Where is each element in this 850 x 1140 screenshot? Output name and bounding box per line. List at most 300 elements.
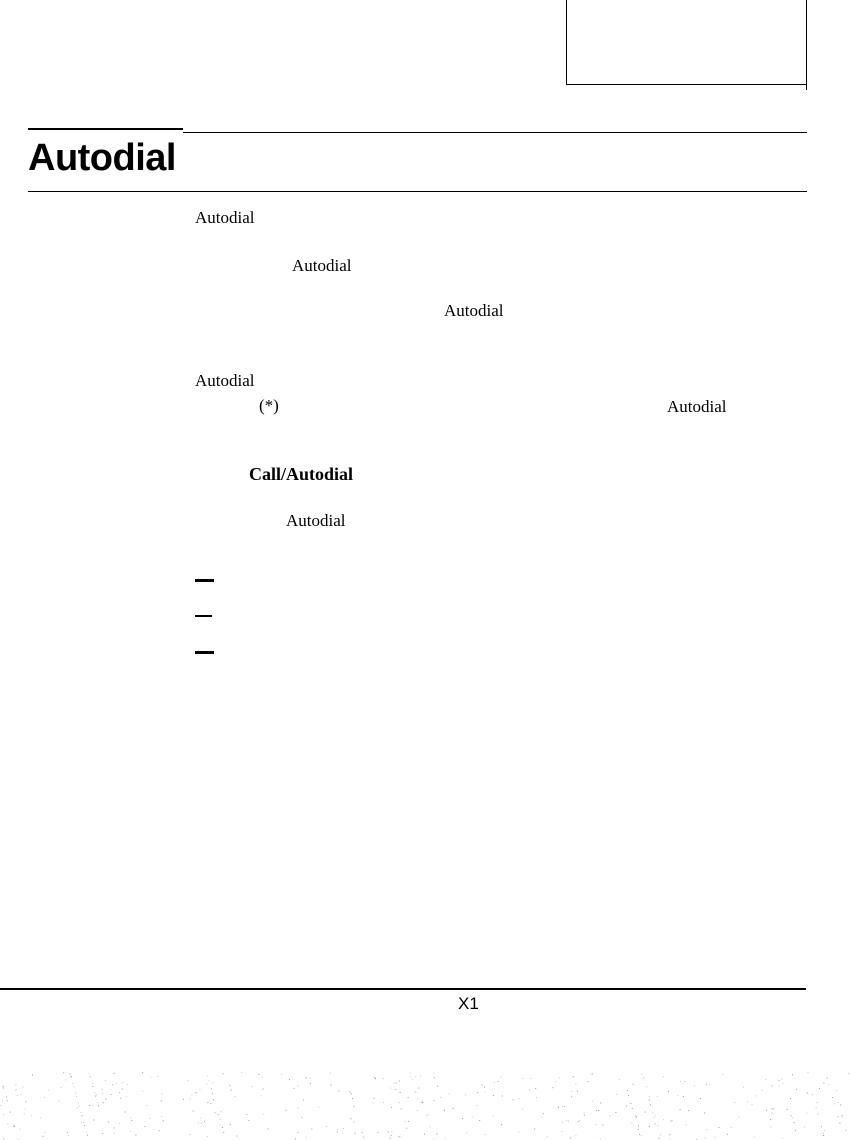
scan-speck bbox=[190, 1099, 191, 1100]
scan-speck bbox=[58, 1101, 59, 1102]
scan-speck bbox=[213, 1099, 214, 1100]
scan-speck bbox=[534, 1129, 535, 1130]
scan-speck bbox=[596, 1124, 597, 1125]
scan-speck bbox=[23, 1087, 24, 1088]
scan-speck bbox=[114, 1073, 115, 1074]
scan-speck bbox=[7, 1100, 8, 1101]
scan-speck bbox=[787, 1109, 788, 1110]
scan-speck bbox=[700, 1098, 701, 1099]
scan-speck bbox=[812, 1094, 813, 1095]
scan-speck bbox=[142, 1091, 143, 1092]
scan-speck bbox=[417, 1110, 418, 1111]
scan-speck bbox=[670, 1121, 671, 1122]
header-box bbox=[566, 0, 807, 85]
scan-speck bbox=[641, 1074, 642, 1075]
scan-speck bbox=[519, 1098, 520, 1099]
scan-speck bbox=[433, 1073, 434, 1074]
scan-speck bbox=[823, 1133, 824, 1134]
scan-speck bbox=[643, 1079, 644, 1080]
scan-speck bbox=[649, 1096, 650, 1097]
scan-speck bbox=[218, 1114, 219, 1115]
scan-speck bbox=[485, 1134, 486, 1135]
scan-speck bbox=[654, 1117, 655, 1118]
scan-speck bbox=[196, 1092, 197, 1093]
scan-speck bbox=[84, 1125, 85, 1126]
scan-speck bbox=[398, 1137, 399, 1138]
scan-speck bbox=[694, 1085, 695, 1086]
scan-speck bbox=[638, 1125, 639, 1126]
scan-speck bbox=[529, 1089, 530, 1090]
scan-speck bbox=[462, 1118, 463, 1119]
scan-speck bbox=[10, 1112, 11, 1113]
scan-speck bbox=[778, 1080, 779, 1081]
scan-speck bbox=[420, 1076, 421, 1077]
scan-speck bbox=[652, 1106, 653, 1107]
scan-speck bbox=[7, 1123, 8, 1124]
scan-speck bbox=[501, 1124, 502, 1125]
scan-speck bbox=[600, 1139, 601, 1140]
scan-speck bbox=[794, 1122, 795, 1123]
dash-mark-2 bbox=[195, 615, 212, 617]
scan-speck bbox=[472, 1116, 473, 1117]
scan-speck bbox=[14, 1126, 15, 1127]
scan-speck bbox=[631, 1123, 632, 1124]
scan-speck bbox=[44, 1132, 45, 1133]
scan-speck bbox=[343, 1128, 344, 1129]
scan-speck bbox=[796, 1089, 797, 1090]
scan-speck bbox=[330, 1073, 331, 1074]
scan-speck bbox=[93, 1105, 94, 1106]
scan-speck bbox=[149, 1118, 150, 1119]
scan-speck bbox=[834, 1103, 835, 1104]
scan-speck bbox=[632, 1108, 633, 1109]
scan-speck bbox=[25, 1101, 26, 1102]
scan-speck bbox=[655, 1115, 656, 1116]
scan-speck bbox=[636, 1117, 637, 1118]
scan-speck bbox=[303, 1100, 304, 1101]
scan-speck bbox=[680, 1081, 681, 1082]
scan-speck bbox=[401, 1108, 402, 1109]
scan-speck bbox=[187, 1080, 188, 1081]
scan-speck bbox=[816, 1107, 817, 1108]
dash-mark-1 bbox=[195, 579, 214, 582]
scan-speck bbox=[78, 1102, 79, 1103]
scan-speck bbox=[645, 1112, 646, 1113]
scan-speck bbox=[374, 1077, 375, 1078]
scan-speck bbox=[150, 1077, 151, 1078]
scan-speck bbox=[116, 1083, 117, 1084]
scan-speck bbox=[823, 1135, 824, 1136]
scan-speck bbox=[354, 1121, 355, 1122]
scan-speck bbox=[518, 1131, 519, 1132]
scan-speck bbox=[108, 1122, 109, 1123]
scan-speck bbox=[570, 1137, 571, 1138]
scan-speck bbox=[391, 1135, 392, 1136]
scan-speck bbox=[230, 1124, 231, 1125]
scan-speck bbox=[248, 1120, 249, 1121]
scan-speck bbox=[795, 1130, 796, 1131]
scan-speck bbox=[722, 1074, 723, 1075]
scan-speck bbox=[89, 1073, 90, 1074]
scan-speck bbox=[498, 1081, 499, 1082]
scan-speck bbox=[579, 1120, 580, 1121]
scan-speck bbox=[846, 1130, 847, 1131]
scan-speck bbox=[615, 1112, 616, 1113]
scan-speck bbox=[714, 1137, 715, 1138]
scan-speck bbox=[122, 1089, 123, 1090]
scan-speck bbox=[281, 1074, 282, 1075]
scan-speck bbox=[739, 1117, 740, 1118]
scan-speck bbox=[765, 1079, 766, 1080]
scan-speck bbox=[3, 1139, 4, 1140]
scan-speck bbox=[418, 1088, 419, 1089]
text-fragment-autodial-2: Autodial bbox=[292, 256, 352, 275]
scan-speck bbox=[578, 1121, 579, 1122]
scan-speck bbox=[200, 1118, 201, 1119]
scan-speck bbox=[440, 1097, 441, 1098]
scan-speck bbox=[453, 1108, 454, 1109]
scan-speck bbox=[584, 1113, 585, 1114]
scan-speck bbox=[465, 1095, 466, 1096]
scan-speck bbox=[592, 1074, 593, 1075]
scan-speck bbox=[406, 1128, 407, 1129]
scan-speck bbox=[417, 1098, 418, 1099]
scan-speck bbox=[223, 1073, 224, 1074]
text-fragment-autodial-3: Autodial bbox=[444, 301, 504, 320]
scan-speck bbox=[3, 1088, 4, 1089]
scan-speck bbox=[229, 1085, 230, 1086]
scan-speck bbox=[289, 1079, 290, 1080]
scan-speck bbox=[404, 1121, 405, 1122]
scan-speck bbox=[70, 1073, 71, 1074]
scan-speck bbox=[422, 1101, 423, 1102]
scan-speck bbox=[263, 1089, 264, 1090]
scan-speck bbox=[20, 1129, 21, 1130]
scan-speck bbox=[522, 1109, 523, 1110]
scan-speck bbox=[261, 1095, 262, 1096]
scan-speck bbox=[67, 1132, 68, 1133]
scan-speck bbox=[823, 1083, 824, 1084]
scan-speck bbox=[231, 1090, 232, 1091]
scan-speck bbox=[391, 1131, 392, 1132]
scan-speck bbox=[449, 1093, 450, 1094]
scan-speck bbox=[396, 1083, 397, 1084]
scan-speck bbox=[201, 1123, 202, 1124]
scan-speck bbox=[836, 1090, 837, 1091]
scan-speck bbox=[258, 1074, 259, 1075]
scan-speck bbox=[523, 1078, 524, 1079]
scan-speck bbox=[494, 1082, 495, 1083]
scan-speck bbox=[82, 1115, 83, 1116]
text-fragment-autodial-5: Autodial bbox=[667, 397, 727, 416]
scan-speck bbox=[204, 1121, 205, 1122]
scan-speck bbox=[40, 1117, 41, 1118]
scan-speck bbox=[646, 1086, 647, 1087]
scan-speck bbox=[114, 1128, 115, 1129]
scan-speck bbox=[433, 1100, 434, 1101]
scan-speck bbox=[626, 1106, 627, 1107]
scan-speck bbox=[127, 1084, 128, 1085]
scan-speck bbox=[246, 1114, 247, 1115]
scan-speck bbox=[743, 1087, 744, 1088]
scan-speck bbox=[145, 1126, 146, 1127]
scan-speck bbox=[111, 1094, 112, 1095]
scan-speck bbox=[731, 1127, 732, 1128]
scan-speck bbox=[207, 1136, 208, 1137]
scan-speck bbox=[81, 1122, 82, 1123]
scan-speck bbox=[159, 1130, 160, 1131]
scan-speck bbox=[207, 1102, 208, 1103]
scan-speck bbox=[602, 1125, 603, 1126]
scan-speck bbox=[415, 1091, 416, 1092]
scan-speck bbox=[838, 1116, 839, 1117]
scan-speck bbox=[221, 1111, 222, 1112]
scan-speck bbox=[235, 1096, 236, 1097]
scan-speck bbox=[706, 1084, 707, 1085]
scan-speck bbox=[153, 1129, 154, 1130]
scan-speck bbox=[783, 1083, 784, 1084]
scan-speck bbox=[838, 1102, 839, 1103]
scan-speck bbox=[68, 1135, 69, 1136]
scan-speck bbox=[337, 1129, 338, 1130]
scan-speck bbox=[81, 1112, 82, 1113]
scan-speck bbox=[206, 1083, 207, 1084]
scan-speck bbox=[839, 1123, 840, 1124]
scan-speck bbox=[163, 1120, 164, 1121]
scan-speck bbox=[598, 1110, 599, 1111]
scan-speck bbox=[98, 1105, 99, 1106]
scan-speck bbox=[114, 1133, 115, 1134]
scan-speck bbox=[241, 1072, 242, 1073]
scan-speck bbox=[688, 1110, 689, 1111]
scan-speck bbox=[773, 1108, 774, 1109]
scan-speck bbox=[65, 1079, 66, 1080]
text-fragment-autodial-1: Autodial bbox=[195, 208, 255, 227]
scan-speck bbox=[592, 1101, 593, 1102]
scan-speck bbox=[444, 1110, 445, 1111]
scan-speck bbox=[383, 1078, 384, 1079]
scan-speck bbox=[747, 1101, 748, 1102]
scan-speck bbox=[428, 1114, 429, 1115]
scan-speck bbox=[212, 1082, 213, 1083]
scan-speck bbox=[388, 1131, 389, 1132]
scan-speck bbox=[3, 1086, 4, 1087]
scan-speck bbox=[2, 1101, 3, 1102]
scan-speck bbox=[705, 1138, 706, 1139]
scan-speck bbox=[669, 1134, 670, 1135]
scan-speck bbox=[75, 1093, 76, 1094]
scan-speck bbox=[410, 1073, 411, 1074]
header-box-tick bbox=[806, 84, 807, 90]
scan-speck bbox=[821, 1126, 822, 1127]
scan-speck bbox=[762, 1090, 763, 1091]
scan-speck bbox=[83, 1122, 84, 1123]
scan-speck bbox=[792, 1074, 793, 1075]
scan-speck bbox=[102, 1093, 103, 1094]
scan-speck bbox=[31, 1115, 32, 1116]
scan-speck bbox=[804, 1127, 805, 1128]
scan-speck bbox=[476, 1105, 477, 1106]
scan-speck bbox=[391, 1107, 392, 1108]
scan-speck bbox=[575, 1135, 576, 1136]
scan-speck bbox=[122, 1082, 123, 1083]
scan-speck bbox=[657, 1096, 658, 1097]
scan-speck bbox=[752, 1104, 753, 1105]
scan-speck bbox=[778, 1085, 779, 1086]
scan-speck bbox=[808, 1072, 809, 1073]
scan-speck bbox=[718, 1127, 719, 1128]
scan-speck bbox=[832, 1097, 833, 1098]
scan-speck bbox=[101, 1089, 102, 1090]
scan-speck bbox=[393, 1083, 394, 1084]
scan-speck bbox=[633, 1084, 634, 1085]
scan-speck bbox=[3, 1114, 4, 1115]
scan-speck bbox=[306, 1137, 307, 1138]
scan-speck bbox=[63, 1072, 64, 1073]
page-number: X1 bbox=[458, 994, 479, 1013]
scan-speck bbox=[363, 1137, 364, 1138]
scan-speck bbox=[562, 1122, 563, 1123]
scan-speck bbox=[383, 1102, 384, 1103]
scan-speck bbox=[183, 1099, 184, 1100]
scan-speck bbox=[672, 1120, 673, 1121]
scan-speck bbox=[32, 1074, 33, 1075]
scan-speck bbox=[421, 1102, 422, 1103]
scan-speck bbox=[16, 1090, 17, 1091]
scan-speck bbox=[817, 1102, 818, 1103]
scan-speck bbox=[76, 1096, 77, 1097]
scan-speck bbox=[17, 1095, 18, 1096]
scan-speck bbox=[501, 1077, 502, 1078]
scan-speck bbox=[791, 1115, 792, 1116]
scan-speck bbox=[559, 1077, 560, 1078]
scan-speck bbox=[161, 1116, 162, 1117]
scan-speck bbox=[157, 1076, 158, 1077]
scan-speck bbox=[709, 1084, 710, 1085]
scan-speck bbox=[628, 1095, 629, 1096]
scan-speck bbox=[577, 1091, 578, 1092]
scan-speck bbox=[190, 1134, 191, 1135]
scan-speck bbox=[437, 1086, 438, 1087]
scan-speck bbox=[422, 1102, 423, 1103]
scan-speck bbox=[195, 1093, 196, 1094]
scan-speck bbox=[96, 1094, 97, 1095]
scan-speck bbox=[683, 1096, 684, 1097]
scan-speck bbox=[644, 1077, 645, 1078]
dash-mark-3 bbox=[195, 651, 214, 654]
scan-speck bbox=[211, 1088, 212, 1089]
scan-speck bbox=[298, 1108, 299, 1109]
scan-speck bbox=[306, 1077, 307, 1078]
scan-speck bbox=[772, 1113, 773, 1114]
scan-speck bbox=[351, 1093, 352, 1094]
scan-speck bbox=[616, 1094, 617, 1095]
scan-speck bbox=[828, 1084, 829, 1085]
scan-speck bbox=[209, 1100, 210, 1101]
scan-speck bbox=[125, 1112, 126, 1113]
scan-speck bbox=[547, 1136, 548, 1137]
scan-speck bbox=[199, 1089, 200, 1090]
scan-speck bbox=[13, 1126, 14, 1127]
scan-speck bbox=[310, 1078, 311, 1079]
scan-noise bbox=[0, 1072, 850, 1140]
footer-rule bbox=[0, 988, 806, 990]
scan-speck bbox=[212, 1093, 213, 1094]
scan-speck bbox=[25, 1109, 26, 1110]
text-fragment-star-symbol: (*) bbox=[259, 396, 279, 415]
scan-speck bbox=[268, 1128, 269, 1129]
scan-speck bbox=[162, 1093, 163, 1094]
page-title: Autodial bbox=[28, 137, 176, 179]
scan-speck bbox=[541, 1117, 542, 1118]
scan-speck bbox=[220, 1119, 221, 1120]
scan-speck bbox=[772, 1109, 773, 1110]
scan-speck bbox=[262, 1077, 263, 1078]
scan-speck bbox=[352, 1098, 353, 1099]
scan-speck bbox=[678, 1095, 679, 1096]
scan-speck bbox=[263, 1114, 264, 1115]
scan-speck bbox=[408, 1097, 409, 1098]
scan-speck bbox=[493, 1095, 494, 1096]
text-fragment-autodial-4: Autodial bbox=[195, 371, 255, 390]
scan-speck bbox=[619, 1079, 620, 1080]
scan-speck bbox=[770, 1119, 771, 1120]
scan-speck bbox=[326, 1126, 327, 1127]
scan-speck bbox=[657, 1125, 658, 1126]
scan-speck bbox=[293, 1088, 294, 1089]
scan-speck bbox=[782, 1137, 783, 1138]
scan-speck bbox=[71, 1076, 72, 1077]
scan-speck bbox=[86, 1131, 87, 1132]
scan-speck bbox=[824, 1130, 825, 1131]
scan-speck bbox=[337, 1132, 338, 1133]
scan-speck bbox=[552, 1087, 553, 1088]
scan-speck bbox=[649, 1100, 650, 1101]
scan-speck bbox=[130, 1131, 131, 1132]
scan-speck bbox=[349, 1091, 350, 1092]
scan-speck bbox=[353, 1106, 354, 1107]
scan-speck bbox=[251, 1086, 252, 1087]
scan-speck bbox=[21, 1094, 22, 1095]
scan-speck bbox=[318, 1107, 319, 1108]
scan-speck bbox=[103, 1102, 104, 1103]
text-fragment-autodial-6: Autodial bbox=[286, 511, 346, 530]
scan-speck bbox=[639, 1134, 640, 1135]
scan-speck bbox=[596, 1110, 597, 1111]
scan-speck bbox=[119, 1092, 120, 1093]
scan-speck bbox=[588, 1081, 589, 1082]
scan-speck bbox=[0, 1105, 1, 1106]
scan-speck bbox=[680, 1109, 681, 1110]
scan-speck bbox=[770, 1127, 771, 1128]
scan-speck bbox=[842, 1117, 843, 1118]
scan-speck bbox=[513, 1099, 514, 1100]
scan-speck bbox=[558, 1107, 559, 1108]
scan-speck bbox=[207, 1076, 208, 1077]
scan-speck bbox=[571, 1091, 572, 1092]
scan-speck bbox=[209, 1080, 210, 1081]
scan-speck bbox=[87, 1135, 88, 1136]
scan-speck bbox=[105, 1099, 106, 1100]
scan-speck bbox=[135, 1135, 136, 1136]
scan-speck bbox=[660, 1135, 661, 1136]
scan-speck bbox=[466, 1133, 467, 1134]
scan-speck bbox=[43, 1136, 44, 1137]
scan-speck bbox=[564, 1106, 565, 1107]
scan-speck bbox=[377, 1132, 378, 1133]
scan-speck bbox=[408, 1121, 409, 1122]
scan-speck bbox=[112, 1084, 113, 1085]
